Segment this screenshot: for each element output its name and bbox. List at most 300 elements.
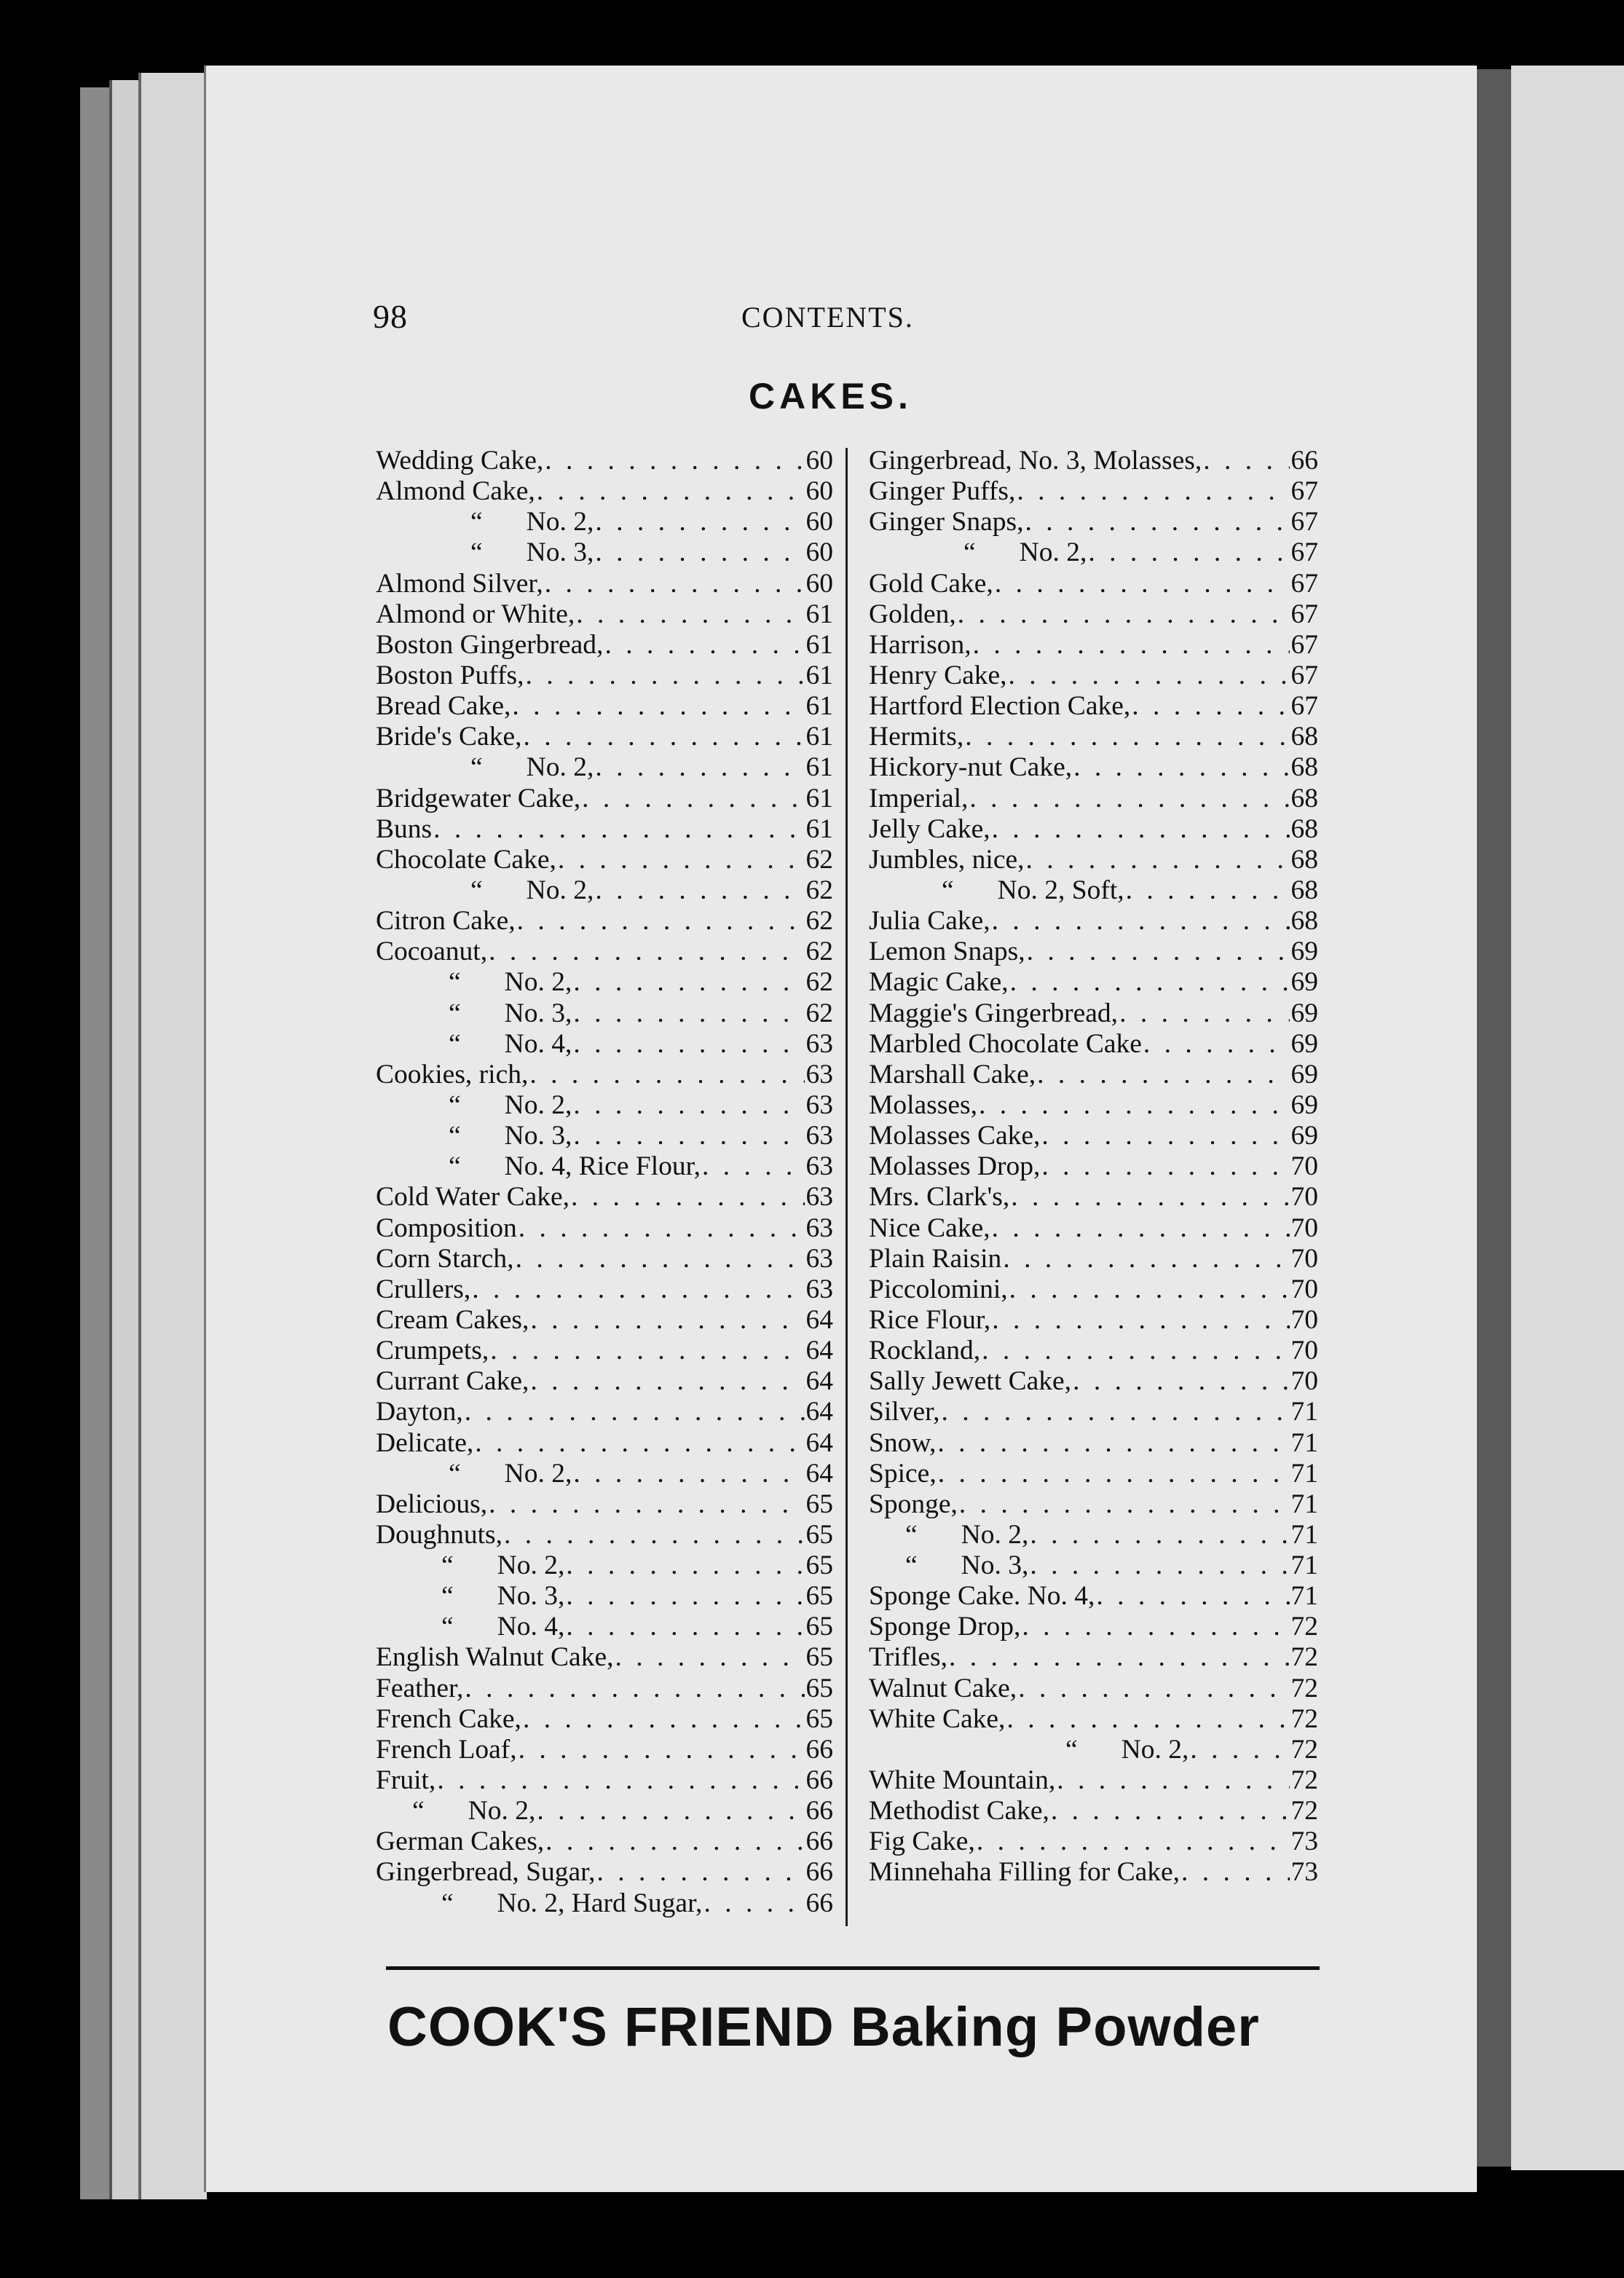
running-head: CONTENTS.	[741, 301, 914, 334]
toc-entry-title: Lemon Snaps,	[869, 937, 1025, 967]
toc-entry	[869, 630, 1318, 661]
toc-entry-page: 68	[1290, 752, 1318, 783]
toc-entry-title: Maggie's Gingerbread,	[869, 998, 1119, 1028]
dot-leader	[973, 630, 1290, 661]
toc-entry-title: Henry Cake,	[869, 660, 1007, 690]
toc-entry-page: 66	[805, 1734, 833, 1765]
dot-leader	[437, 1765, 804, 1796]
toc-entry	[869, 814, 1318, 845]
toc-entry	[869, 1336, 1318, 1366]
dot-leader	[489, 1489, 804, 1520]
toc-entry-page: 63	[805, 1059, 833, 1089]
dot-leader	[1018, 1674, 1289, 1704]
toc-entry-page: 72	[1290, 1765, 1318, 1796]
toc-entry-page: 63	[805, 1182, 833, 1213]
toc-entry-title: Gold Cake,	[869, 568, 993, 599]
toc-entry-title: White Cake,	[869, 1703, 1006, 1734]
toc-entry-title: Marshall Cake,	[869, 1059, 1036, 1089]
dot-leader	[1057, 1765, 1289, 1796]
toc-entry	[869, 1121, 1318, 1151]
toc-entry-page: 64	[805, 1458, 833, 1489]
dot-leader	[1181, 1857, 1289, 1888]
toc-entry-page: 62	[805, 875, 833, 905]
toc-entry	[376, 1520, 833, 1550]
toc-entry	[376, 630, 833, 661]
toc-entry-title: French Loaf,	[376, 1734, 517, 1765]
toc-entry	[869, 722, 1318, 752]
toc-entry	[376, 1428, 833, 1459]
dot-leader	[595, 537, 804, 568]
toc-entry-page: 63	[805, 1243, 833, 1274]
toc-entry-title: Harrison,	[869, 629, 971, 660]
toc-entry-page: 67	[1290, 476, 1318, 507]
toc-entry-page: 71	[1290, 1581, 1318, 1612]
toc-entry-title: Almond Silver,	[376, 568, 543, 599]
toc-entry-page: 64	[805, 1427, 833, 1458]
dot-leader	[1011, 1182, 1289, 1213]
toc-entry-title: Cream Cakes,	[376, 1304, 529, 1335]
dot-leader	[573, 998, 804, 1029]
toc-entry	[869, 599, 1318, 630]
dot-leader	[529, 1060, 804, 1090]
toc-entry-page: 66	[1290, 446, 1318, 476]
dot-leader	[1203, 446, 1289, 476]
facing-page-edge	[1511, 66, 1624, 2170]
toc-entry-page: 63	[805, 1213, 833, 1243]
dot-leader	[1003, 1244, 1289, 1274]
toc-entry-page: 63	[805, 1274, 833, 1304]
toc-entry-page: 72	[1290, 1612, 1318, 1642]
toc-entry-title: Mrs. Clark's,	[869, 1182, 1010, 1213]
toc-entry	[869, 1213, 1318, 1244]
toc-entry-title: Boston Puffs,	[376, 660, 524, 690]
toc-entry-title: Cocoanut,	[376, 937, 488, 967]
toc-entry-title: Imperial,	[869, 783, 969, 813]
dot-leader	[977, 1826, 1290, 1857]
dot-leader	[545, 569, 805, 599]
toc-entry	[376, 1735, 833, 1765]
toc-entry	[376, 1765, 833, 1796]
toc-entry	[869, 507, 1318, 537]
toc-entry-page: 65	[805, 1550, 833, 1581]
ditto-mark: “	[441, 1581, 454, 1612]
toc-entry-page: 65	[805, 1642, 833, 1673]
ditto-mark: “	[449, 1151, 461, 1182]
toc-entry-title: Jumbles, nice,	[869, 844, 1025, 875]
dot-leader	[1088, 537, 1289, 568]
toc-entry-page: 68	[1290, 722, 1318, 752]
toc-entry-page: 68	[1290, 813, 1318, 844]
toc-entry-title: No. 3,	[504, 998, 572, 1028]
toc-entry-title: Hickory-nut Cake,	[869, 752, 1073, 783]
toc-entry	[376, 906, 833, 937]
toc-entry-title: Delicate,	[376, 1427, 474, 1458]
toc-entry	[869, 1735, 1318, 1765]
dot-leader	[965, 722, 1289, 752]
toc-entry	[376, 937, 833, 967]
toc-entry	[869, 1765, 1318, 1796]
dot-leader	[1030, 1550, 1289, 1581]
toc-entry-title: No. 2,	[504, 1089, 572, 1120]
dot-leader	[1017, 476, 1289, 507]
toc-entry	[869, 1305, 1318, 1336]
toc-entry	[869, 537, 1318, 568]
toc-entry-title: Feather,	[376, 1673, 464, 1703]
toc-entry-page: 71	[1290, 1458, 1318, 1489]
toc-entry	[376, 967, 833, 998]
toc-entry-page: 71	[1290, 1519, 1318, 1550]
dot-leader	[490, 1336, 804, 1366]
dot-leader	[1051, 1796, 1290, 1826]
toc-entry-title: Magic Cake,	[869, 967, 1009, 998]
contents-column-right	[869, 446, 1318, 1888]
toc-entry-page: 70	[1290, 1366, 1318, 1397]
toc-entry-title: Almond Cake,	[376, 476, 535, 507]
toc-entry-page: 65	[805, 1581, 833, 1612]
toc-entry-page: 60	[805, 476, 833, 507]
dot-leader	[566, 1581, 804, 1612]
dot-leader	[517, 906, 805, 937]
ditto-mark: “	[412, 1796, 425, 1826]
toc-entry-title: Hermits,	[869, 722, 964, 752]
toc-entry-title: Ginger Puffs,	[869, 476, 1016, 507]
dot-leader	[959, 1489, 1290, 1520]
toc-entry	[869, 998, 1318, 1029]
dot-leader	[1025, 507, 1289, 537]
toc-entry	[376, 875, 833, 906]
toc-entry-title: Boston Gingerbread,	[376, 629, 604, 660]
toc-entry-page: 67	[1290, 568, 1318, 599]
toc-entry	[869, 1612, 1318, 1642]
toc-entry	[376, 1274, 833, 1305]
dot-leader	[1009, 661, 1290, 691]
dot-leader	[969, 784, 1289, 814]
dot-leader	[545, 446, 804, 476]
dot-leader	[1119, 998, 1289, 1029]
toc-entry-title: No. 2,	[1019, 537, 1087, 568]
dot-leader	[573, 967, 804, 998]
dot-leader	[1073, 752, 1289, 783]
toc-entry-title: Chocolate Cake,	[376, 844, 556, 875]
toc-entry-title: Walnut Cake,	[869, 1673, 1017, 1703]
toc-entry	[869, 1674, 1318, 1704]
toc-entry-page: 62	[805, 906, 833, 937]
ditto-mark: “	[441, 1550, 454, 1581]
toc-entry-page: 64	[805, 1336, 833, 1366]
toc-entry	[869, 1796, 1318, 1826]
ditto-mark: “	[1065, 1734, 1078, 1765]
toc-entry	[376, 1397, 833, 1427]
toc-entry	[376, 1489, 833, 1520]
toc-entry	[376, 752, 833, 783]
toc-entry-page: 64	[805, 1366, 833, 1397]
dot-leader	[526, 661, 805, 691]
toc-entry	[869, 1397, 1318, 1427]
dot-leader	[571, 1182, 804, 1213]
dot-leader	[465, 1397, 805, 1427]
toc-entry-page: 66	[805, 1826, 833, 1857]
toc-entry	[376, 1182, 833, 1213]
toc-entry	[376, 998, 833, 1029]
dot-leader	[595, 507, 804, 537]
dot-leader	[582, 784, 804, 814]
toc-entry	[869, 1151, 1318, 1182]
toc-entry-page: 71	[1290, 1397, 1318, 1427]
toc-entry-page: 70	[1290, 1243, 1318, 1274]
toc-entry	[376, 1366, 833, 1397]
book-edge-outer	[80, 87, 109, 2199]
toc-entry-title: Trifles,	[869, 1642, 948, 1673]
toc-entry-title: No. 2, Soft,	[997, 875, 1124, 905]
toc-entry	[376, 569, 833, 599]
toc-entry	[869, 1826, 1318, 1857]
toc-entry-title: Gingerbread, Sugar,	[376, 1857, 596, 1888]
toc-entry	[869, 1520, 1318, 1550]
toc-entry	[376, 1674, 833, 1704]
dot-leader	[1132, 691, 1289, 722]
toc-entry	[376, 1612, 833, 1642]
dot-leader	[516, 1244, 805, 1274]
ditto-mark: “	[470, 537, 483, 568]
toc-entry	[376, 1336, 833, 1366]
dot-leader	[1006, 1704, 1289, 1735]
toc-entry-page: 69	[1290, 937, 1318, 967]
toc-entry	[869, 906, 1318, 937]
dot-leader	[545, 1826, 804, 1857]
toc-entry-page: 67	[1290, 537, 1318, 568]
toc-entry-page: 62	[805, 967, 833, 998]
toc-entry-page: 72	[1290, 1703, 1318, 1734]
dot-leader	[465, 1674, 804, 1704]
toc-entry	[869, 1857, 1318, 1888]
toc-entry-title: No. 2,	[504, 1458, 572, 1489]
toc-entry-page: 67	[1290, 599, 1318, 629]
dot-leader	[566, 1550, 804, 1581]
toc-entry-page: 70	[1290, 1213, 1318, 1243]
toc-entry-title: No. 4, Rice Flour,	[504, 1151, 701, 1182]
toc-entry-title: No. 2,	[468, 1796, 536, 1826]
toc-entry-title: Fig Cake,	[869, 1826, 975, 1857]
contents-column-left	[376, 446, 833, 1919]
dot-leader	[703, 1888, 804, 1919]
ditto-mark: “	[449, 1121, 461, 1151]
toc-entry-title: Sponge Cake. No. 4,	[869, 1581, 1095, 1612]
toc-entry-page: 66	[805, 1796, 833, 1826]
dot-leader	[937, 1428, 1289, 1459]
toc-entry-title: No. 3,	[526, 537, 594, 568]
dot-leader	[1022, 1612, 1289, 1642]
dot-leader	[489, 937, 804, 967]
toc-entry	[869, 1244, 1318, 1274]
toc-entry	[869, 1459, 1318, 1489]
toc-entry-title: Plain Raisin	[869, 1243, 1002, 1274]
ditto-mark: “	[441, 1888, 454, 1918]
toc-entry	[376, 845, 833, 875]
dot-leader	[1026, 845, 1290, 875]
dot-leader	[1009, 1274, 1290, 1305]
dot-leader	[530, 1305, 804, 1336]
toc-entry	[376, 1459, 833, 1489]
toc-entry-page: 61	[805, 691, 833, 722]
toc-entry-page: 69	[1290, 998, 1318, 1028]
toc-entry	[869, 569, 1318, 599]
toc-entry-title: Cold Water Cake,	[376, 1182, 570, 1213]
dot-leader	[1096, 1581, 1289, 1612]
toc-entry-title: French Cake,	[376, 1703, 521, 1734]
toc-entry	[376, 1888, 833, 1919]
toc-entry-page: 66	[805, 1888, 833, 1918]
toc-entry-page: 68	[1290, 875, 1318, 905]
toc-entry-page: 65	[805, 1519, 833, 1550]
dot-leader	[949, 1642, 1289, 1673]
toc-entry-page: 70	[1290, 1304, 1318, 1335]
dot-leader	[702, 1151, 805, 1182]
ditto-mark: “	[905, 1550, 918, 1581]
dot-leader	[595, 875, 804, 906]
toc-entry	[376, 1090, 833, 1121]
toc-entry	[869, 784, 1318, 814]
toc-entry	[376, 1550, 833, 1581]
toc-entry-title: Fruit,	[376, 1765, 436, 1796]
dot-leader	[519, 1735, 805, 1765]
toc-entry-title: No. 2,	[504, 967, 572, 998]
toc-entry-title: German Cakes,	[376, 1826, 545, 1857]
ditto-mark: “	[942, 875, 954, 905]
toc-entry-title: Rockland,	[869, 1336, 981, 1366]
book-edge-inner	[138, 73, 207, 2199]
toc-entry-title: No. 2,	[526, 875, 594, 905]
ditto-mark: “	[470, 752, 483, 783]
toc-entry-page: 73	[1290, 1826, 1318, 1857]
dot-leader	[573, 1121, 804, 1151]
toc-entry-title: Corn Starch,	[376, 1243, 514, 1274]
toc-entry-title: Gingerbread, No. 3, Molasses,	[869, 446, 1202, 476]
dot-leader	[1030, 1520, 1289, 1550]
ditto-mark: “	[449, 967, 461, 998]
toc-entry-title: White Mountain,	[869, 1765, 1056, 1796]
toc-entry-page: 69	[1290, 1028, 1318, 1059]
ditto-mark: “	[905, 1519, 918, 1550]
toc-entry-page: 65	[805, 1489, 833, 1519]
toc-entry-title: No. 2,	[497, 1550, 565, 1581]
toc-entry-title: Silver,	[869, 1397, 940, 1427]
toc-entry-page: 67	[1290, 691, 1318, 722]
toc-entry-title: No. 3,	[497, 1581, 565, 1612]
toc-entry-page: 71	[1290, 1489, 1318, 1519]
toc-entry-page: 70	[1290, 1336, 1318, 1366]
toc-entry-page: 60	[805, 446, 833, 476]
toc-entry-page: 69	[1290, 1121, 1318, 1151]
toc-entry-page: 72	[1290, 1673, 1318, 1703]
dot-leader	[1010, 967, 1290, 998]
toc-entry-title: Sally Jewett Cake,	[869, 1366, 1072, 1397]
dot-leader	[941, 1397, 1289, 1427]
toc-entry-page: 65	[805, 1703, 833, 1734]
toc-entry	[376, 446, 833, 476]
toc-entry	[869, 1366, 1318, 1397]
toc-entry-page: 63	[805, 1089, 833, 1120]
toc-entry-title: Crullers,	[376, 1274, 471, 1304]
toc-entry-page: 65	[805, 1673, 833, 1703]
toc-entry-title: Dayton,	[376, 1397, 463, 1427]
toc-entry-page: 66	[805, 1857, 833, 1888]
toc-entry	[869, 1642, 1318, 1673]
dot-leader	[475, 1428, 804, 1459]
toc-entry-title: Wedding Cake,	[376, 446, 544, 476]
toc-entry	[376, 507, 833, 537]
toc-entry-title: No. 2,	[526, 752, 594, 783]
toc-entry-title: No. 3,	[504, 1121, 572, 1151]
toc-entry-title: Molasses Cake,	[869, 1121, 1041, 1151]
dot-leader	[523, 722, 804, 752]
toc-entry	[869, 1489, 1318, 1520]
toc-entry-title: No. 2,	[526, 507, 594, 537]
dot-leader	[597, 1857, 805, 1888]
ditto-mark: “	[470, 507, 483, 537]
toc-entry-page: 68	[1290, 906, 1318, 937]
toc-entry-page: 63	[805, 1028, 833, 1059]
toc-entry	[376, 476, 833, 507]
toc-entry-page: 60	[805, 537, 833, 568]
dot-leader	[992, 814, 1290, 845]
ditto-mark: “	[470, 875, 483, 905]
dot-leader	[1027, 937, 1290, 967]
toc-entry-title: Currant Cake,	[376, 1366, 529, 1397]
toc-entry-page: 61	[805, 752, 833, 783]
toc-entry-title: Ginger Snaps,	[869, 507, 1024, 537]
toc-entry-title: Crumpets,	[376, 1336, 489, 1366]
toc-entry	[376, 691, 833, 722]
toc-entry-title: Delicious,	[376, 1489, 488, 1519]
toc-entry-title: Methodist Cake,	[869, 1796, 1049, 1826]
toc-entry-title: Snow,	[869, 1427, 937, 1458]
toc-entry-title: Doughnuts,	[376, 1519, 502, 1550]
toc-entry-page: 69	[1290, 1089, 1318, 1120]
toc-entry	[869, 875, 1318, 906]
toc-entry	[869, 1428, 1318, 1459]
dot-leader	[1126, 875, 1290, 906]
toc-entry-page: 72	[1290, 1734, 1318, 1765]
dot-leader	[982, 1336, 1289, 1366]
dot-leader	[537, 476, 805, 507]
toc-entry	[869, 1274, 1318, 1305]
dot-leader	[530, 1366, 804, 1397]
dot-leader	[1041, 1121, 1289, 1151]
toc-entry	[376, 722, 833, 752]
ditto-mark: “	[441, 1612, 454, 1642]
toc-entry-title: Almond or White,	[376, 599, 575, 629]
toc-entry	[376, 1826, 833, 1857]
toc-entry-title: English Walnut Cake,	[376, 1642, 614, 1673]
toc-entry-title: Minnehaha Filling for Cake,	[869, 1857, 1180, 1888]
dot-leader	[995, 569, 1290, 599]
dot-leader	[523, 1704, 805, 1735]
ditto-mark: “	[449, 1089, 461, 1120]
toc-entry	[869, 446, 1318, 476]
toc-entry-title: Molasses Drop,	[869, 1151, 1041, 1182]
dot-leader	[519, 1213, 805, 1244]
toc-entry	[376, 599, 833, 630]
toc-entry-title: Molasses,	[869, 1089, 977, 1120]
toc-entry-title: Sponge Drop,	[869, 1612, 1021, 1642]
toc-entry	[376, 1213, 833, 1244]
toc-entry	[376, 1060, 833, 1090]
book-edge-middle	[109, 80, 141, 2199]
ditto-mark: “	[449, 998, 461, 1028]
toc-entry	[869, 1060, 1318, 1090]
dot-leader	[558, 845, 805, 875]
dot-leader	[573, 1459, 804, 1489]
